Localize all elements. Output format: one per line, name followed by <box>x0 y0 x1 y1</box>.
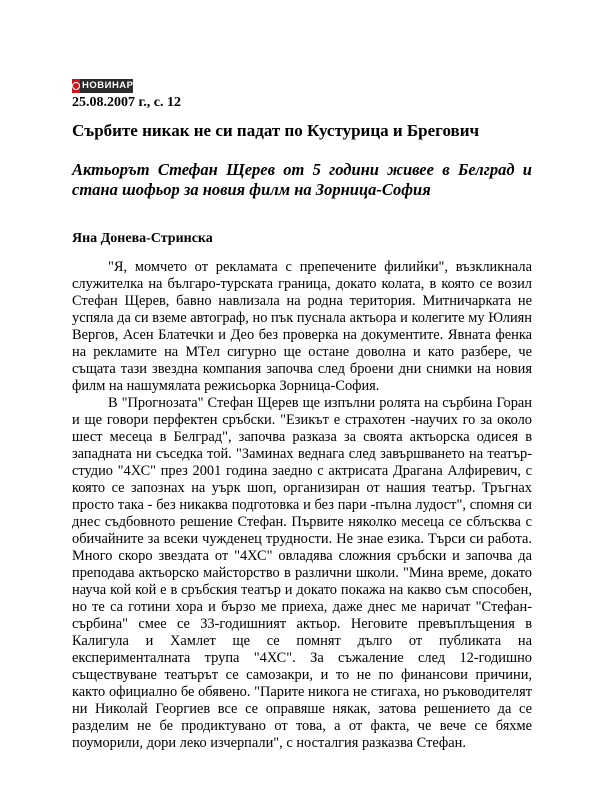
newspaper-logo <box>72 79 133 93</box>
article-paragraph: В "Прогнозата" Стефан Щерев ще изпълни ролята на сърбина Горан и ще говори перфектен сръбски. "Езикът е страхотен -научих го за около шест месеца в Белград", започва разказа за своята актьорска одисея в западната ни съседка той. "Заминах веднага след завършването на театър-студио "4ХС" през 2001 година заедно с актрисата Драгана Алфиревич, с която се запознах на уърк шоп, организиран от нашия театър. Тръгнах просто така - без никаква подготовка и без пари -пълна лудост", спомня си днес съдбовното решение Стефан. Първите няколко месеца се сблъсква с обичайните за всеки чужденец трудности. Не знае езика. Търси си работа. Много скоро звездата от "4ХС" овладява сложния сръбски и започва да преподава актьорско майсторство в различни школи. "Мина време, докато науча кой кой е в сръбския театър и докато покажа на какво съм способен, но те са готини хора и бързо ме приеха, даже днес ме наричат "Стефан-сърбина" смее се 33-годишният актьор. Неговите превъплъщения в Калигула и Хамлет ще се помнят дълго от публиката на експерименталната трупа "4ХС". За съжаление след 12-годишно съществуване театърът се самозакри, и то не по финансови причини, както официално бе обявено. "Парите никога не стигаха, но ръководителят ни Николай Георгиев все се оправяше някак, затова решението да се разделим не бе продиктувано от това, а от факта, че вече се бяхме поуморили, дори леко изчерпали", с носталгия разказва Стефан. <box>72 395 532 751</box>
logo-text: НОВИНАР <box>82 80 134 91</box>
article-author: Яна Донева-Стринска <box>72 231 213 246</box>
article-body <box>72 259 532 752</box>
article-title: Сърбите никак не си падат по Кустурица и Брегович <box>72 121 480 140</box>
article-paragraph: "Я, момчето от рекламата с препечените филийки", възкликнала служителка на българо-турската граница, докато колата, в която се возил Стефан Щерев, бавно навлизала на родна територия. Митничарката не успяла да си вземе автограф, но пък пуснала актьора и колегите му Юлиян Вергов, Асен Блатечки и Део без проверка на документите. Явната фенка на рекламите на МТел сигурно ще остане доволна и като разбере, че същата тази звездна компания започва след броени дни снимки на новия филм на нашумялата режисьорка Зорница-София. <box>72 259 532 394</box>
logo-emblem-icon <box>72 79 80 93</box>
article-subtitle: Актьорът Стефан Щерев от 5 години живее в Белград и стана шофьор за новия филм на Зорница-София <box>72 160 532 199</box>
dateline: 25.08.2007 г., с. 12 <box>72 95 181 110</box>
